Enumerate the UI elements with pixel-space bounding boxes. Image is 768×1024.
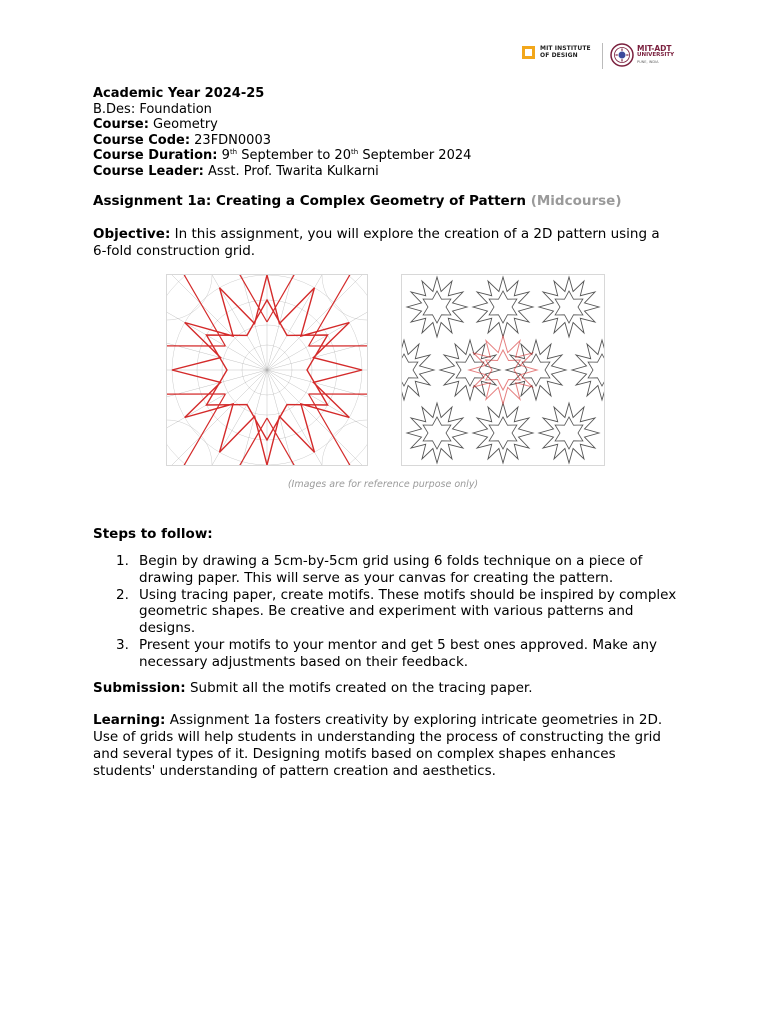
mit-institute-of-design-logo (522, 45, 591, 59)
list-item: 3. Present your motifs to your mentor and get 5 best ones approved. Make any necessary adjustments based on their feedback. (116, 636, 658, 670)
list-item: 2. Using tracing paper, create motifs. These motifs should be inspired by complex geometric shapes. Be creative and experiment with various patterns and designs. (116, 586, 677, 637)
midcourse-tag: (Midcourse) (530, 193, 622, 209)
figure-caption: (Images are for reference purpose only) (287, 479, 479, 490)
objective-paragraph: Objective: In this assignment, you will explore the creation of a 2D pattern using a 6-fold construction grid. (93, 226, 660, 259)
course-line: Course: Geometry (93, 117, 218, 132)
reference-image-tessellation (401, 274, 605, 466)
construction-grid-pattern (167, 275, 367, 465)
learning-paragraph: Learning: Assignment 1a fosters creativity by exploring intricate geometries in 2D. Use of grids will help students in understanding the process of constructing the grid and several types of it. Designing motifs based on complex shapes enhances students' understanding of pattern creation and aesthetics. (93, 712, 663, 779)
square-logo-icon (522, 46, 535, 59)
course-leader-line: Course Leader: Asst. Prof. Twarita Kulkarni (93, 163, 379, 179)
course-code-line: Course Code: 23FDN0003 (93, 132, 271, 148)
logo-right-sub: UNIVERSITY (637, 51, 675, 58)
academic-year: Academic Year 2024-25 (93, 86, 265, 101)
program: B.Des: Foundation (93, 101, 212, 117)
course-duration-line: Course Duration: 9th September to 20th September 2024 (93, 148, 472, 163)
steps-list (93, 553, 678, 671)
submission-paragraph: Submission: Submit all the motifs created on the tracing paper. (93, 680, 533, 696)
tessellated-pattern (402, 275, 604, 465)
course-meta (93, 86, 678, 179)
steps-heading: Steps to follow: (93, 526, 213, 542)
mit-adt-university-logo (610, 43, 674, 67)
assignment-title: Assignment 1a: Creating a Complex Geometry of Pattern (Midcourse) (93, 193, 622, 209)
header-logos (522, 43, 678, 71)
logo-divider (602, 43, 603, 69)
list-item: 1. Begin by drawing a 5cm-by-5cm grid using 6 folds technique on a piece of drawing paper. This will serve as your canvas for creating the pattern. (116, 553, 643, 586)
university-seal-icon (610, 43, 634, 67)
logo-right-city: PUNE, INDIA (637, 59, 659, 64)
reference-image-construction-grid (166, 274, 368, 466)
logo-left-text: MIT INSTITUTE OF DESIGN (540, 45, 591, 59)
logo-right-name: MIT-ADT (637, 43, 672, 53)
